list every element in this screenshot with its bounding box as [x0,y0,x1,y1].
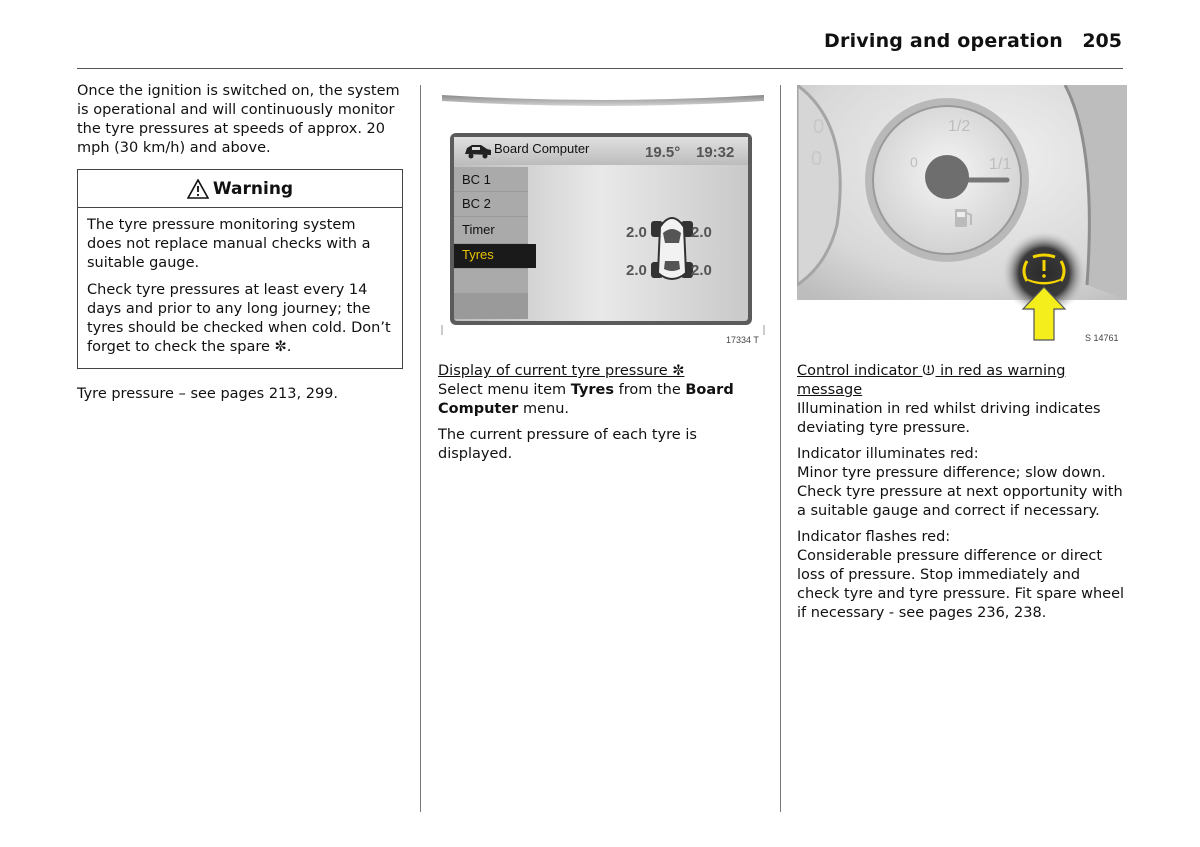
gauge-label-half: 1/2 [948,118,971,135]
flashes-body: Considerable pressure difference or direct loss of pressure. Stop immediately and check tyre and tyre pressure. Fit spare wheel if necessary - see pages 236, 238. [797,548,1125,621]
header-rule [77,68,1123,69]
svg-text:0: 0 [811,148,823,170]
warning-header [78,170,402,208]
display-title: Board Computer [494,141,590,156]
board-computer-display [438,85,768,350]
svg-text:Tyres: Tyres [462,247,494,262]
display-temperature: 19.5° [645,144,681,161]
warning-paragraph-2: Check tyre pressures at least every 14 days and prior to any long journey; the tyres should be checked when cold. Don’t forget to check the spare ✼. [87,282,391,355]
warning-title: Warning [212,178,294,199]
illuminates-body: Minor tyre pressure difference; slow down. Check tyre pressure at next opportunity with a suitable gauge and correct if necessary. [797,465,1123,519]
svg-text:Timer: Timer [462,222,495,237]
figure-2-id: S 14761 [1085,333,1119,343]
svg-text:BC 1: BC 1 [462,172,491,187]
gauge-label-zero: 0 [910,154,918,170]
flashes-heading: Indicator flashes red: [797,529,951,545]
section-title: Driving and operation [824,30,1063,52]
page-number: 205 [1082,30,1122,52]
warning-box [77,169,403,369]
control-indicator-description [797,362,1127,623]
control-indicator-figure [797,85,1127,345]
board-computer-figure [438,85,768,350]
menu-tyres-selected [454,244,536,268]
pressure-front-left: 2.0 [626,224,647,241]
display-time: 19:32 [696,144,735,161]
tyre-pressure-indicator-inline-icon [922,363,935,376]
svg-text:0: 0 [813,116,825,138]
select-menu-instruction: Select menu item Tyres from the Board Computer menu. [438,382,734,417]
warning-triangle-icon [187,179,209,199]
column-divider-2 [780,85,781,812]
column-divider-1 [420,85,421,812]
figure-1-id: 17334 T [726,335,759,345]
current-pressure-text: The current pressure of each tyre is displayed. [438,427,697,462]
intro-paragraph: Once the ignition is switched on, the system is operational and will continuously monitor the tyre pressures at speeds of approx. 20 mph (30 km/h) and above. [77,83,400,156]
pressure-rear-left: 2.0 [626,262,647,279]
menu-bc2 [454,192,528,216]
display-caption-title: Display of current tyre pressure ✼ [438,363,685,379]
menu-timer [454,217,528,243]
illuminates-heading: Indicator illuminates red: [797,446,979,462]
illumination-text: Illumination in red whilst driving indicates deviating tyre pressure. [797,401,1101,436]
pressure-front-right: 2.0 [691,224,712,241]
warning-paragraph-1: The tyre pressure monitoring system does not replace manual checks with a suitable gauge. [87,217,371,271]
svg-text:BC 2: BC 2 [462,196,491,211]
tyre-pressure-reference: Tyre pressure – see pages 213, 299. [77,386,339,402]
fuel-gauge [865,98,1029,262]
instrument-cluster-image [797,85,1127,345]
menu-bc1 [454,167,528,191]
pressure-rear-right: 2.0 [691,262,712,279]
display-description [438,362,768,464]
dashboard-trim [442,95,764,106]
control-indicator-caption: Control indicator in red as warning message [797,363,1066,398]
gauge-label-full: 1/1 [989,156,1012,173]
